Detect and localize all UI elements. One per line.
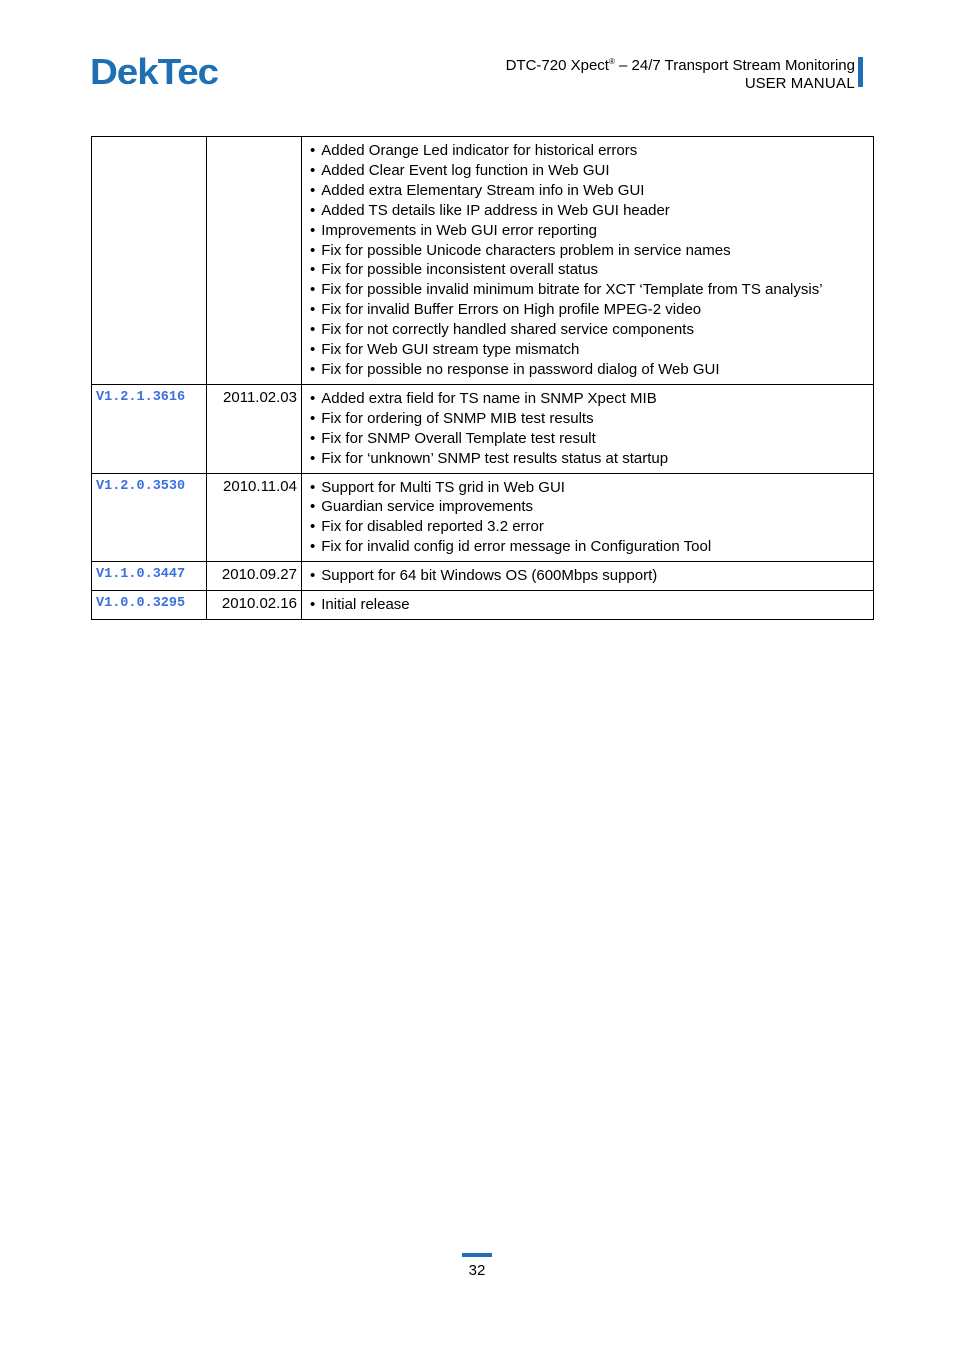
changes-cell bbox=[302, 591, 874, 620]
registered-mark: ® bbox=[608, 57, 615, 66]
header-manual-label: MANUAL bbox=[790, 75, 855, 92]
list-item: • Added extra field for TS name in SNMP Xpect MIB bbox=[310, 389, 869, 409]
changes-cell bbox=[302, 384, 874, 473]
changes-cell bbox=[302, 562, 874, 591]
page-number: 32 bbox=[468, 1262, 486, 1279]
list-item: • Fix for not correctly handled shared service components bbox=[310, 320, 869, 340]
header-title-line bbox=[506, 53, 855, 75]
list-item: • Fix for possible no response in password dialog of Web GUI bbox=[310, 360, 869, 380]
table-row bbox=[92, 473, 874, 562]
list-item: • Fix for SNMP Overall Template test result bbox=[310, 429, 869, 449]
list-item: • Fix for disabled reported 3.2 error bbox=[310, 517, 869, 537]
list-item: • Fix for ‘unknown’ SNMP test results status at startup bbox=[310, 449, 869, 469]
revision-history-table bbox=[91, 136, 874, 620]
version-cell: V1.0.0.3295 bbox=[92, 591, 207, 620]
version-cell: V1.1.0.3447 bbox=[92, 562, 207, 591]
revision-history-body bbox=[92, 137, 874, 620]
list-item: • Fix for possible Unicode characters problem in service names bbox=[310, 241, 869, 261]
svg-text:DekTec: DekTec bbox=[90, 52, 218, 90]
header-accent-bar bbox=[858, 57, 863, 87]
changes-list bbox=[310, 389, 869, 469]
header-manual-line bbox=[506, 75, 855, 93]
page-number-accent-bar bbox=[462, 1253, 492, 1257]
table-row bbox=[92, 137, 874, 385]
product-name: DTC-720 Xpect bbox=[505, 57, 609, 74]
date-cell: 2010.09.27 bbox=[207, 562, 302, 591]
date-cell: 2010.11.04 bbox=[207, 473, 302, 562]
version-cell: V1.2.1.3616 bbox=[92, 384, 207, 473]
table-row bbox=[92, 562, 874, 591]
list-item: • Improvements in Web GUI error reporting bbox=[310, 221, 869, 241]
document-header bbox=[506, 53, 855, 93]
changes-list bbox=[310, 595, 869, 615]
date-cell: 2011.02.03 bbox=[207, 384, 302, 473]
table-row bbox=[92, 384, 874, 473]
version-cell: V1.2.0.3530 bbox=[92, 473, 207, 562]
list-item: • Added Orange Led indicator for historical errors bbox=[310, 141, 869, 161]
date-cell: 2010.02.16 bbox=[207, 591, 302, 620]
date-cell bbox=[207, 137, 302, 385]
version-cell bbox=[92, 137, 207, 385]
list-item: • Fix for possible invalid minimum bitrate for XCT ‘Template from TS analysis’ bbox=[310, 280, 869, 300]
list-item: • Added TS details like IP address in Web GUI header bbox=[310, 201, 869, 221]
changes-list bbox=[310, 478, 869, 558]
list-item: • Added extra Elementary Stream info in Web GUI bbox=[310, 181, 869, 201]
header-user-label: USER bbox=[744, 75, 791, 92]
changes-list bbox=[310, 141, 869, 380]
list-item: • Fix for Web GUI stream type mismatch bbox=[310, 340, 869, 360]
table-row bbox=[92, 591, 874, 620]
list-item: • Fix for possible inconsistent overall status bbox=[310, 260, 869, 280]
dektec-logo bbox=[90, 52, 220, 90]
list-item: • Fix for invalid Buffer Errors on High profile MPEG-2 video bbox=[310, 300, 869, 320]
list-item: • Support for Multi TS grid in Web GUI bbox=[310, 478, 869, 498]
changes-list bbox=[310, 566, 869, 586]
list-item: • Fix for ordering of SNMP MIB test results bbox=[310, 409, 869, 429]
list-item: • Guardian service improvements bbox=[310, 497, 869, 517]
changes-cell bbox=[302, 137, 874, 385]
list-item: • Initial release bbox=[310, 595, 869, 615]
list-item: • Added Clear Event log function in Web GUI bbox=[310, 161, 869, 181]
list-item: • Support for 64 bit Windows OS (600Mbps support) bbox=[310, 566, 869, 586]
header-subtitle: – 24/7 Transport Stream Monitoring bbox=[614, 57, 855, 74]
changes-cell bbox=[302, 473, 874, 562]
list-item: • Fix for invalid config id error message in Configuration Tool bbox=[310, 537, 869, 557]
